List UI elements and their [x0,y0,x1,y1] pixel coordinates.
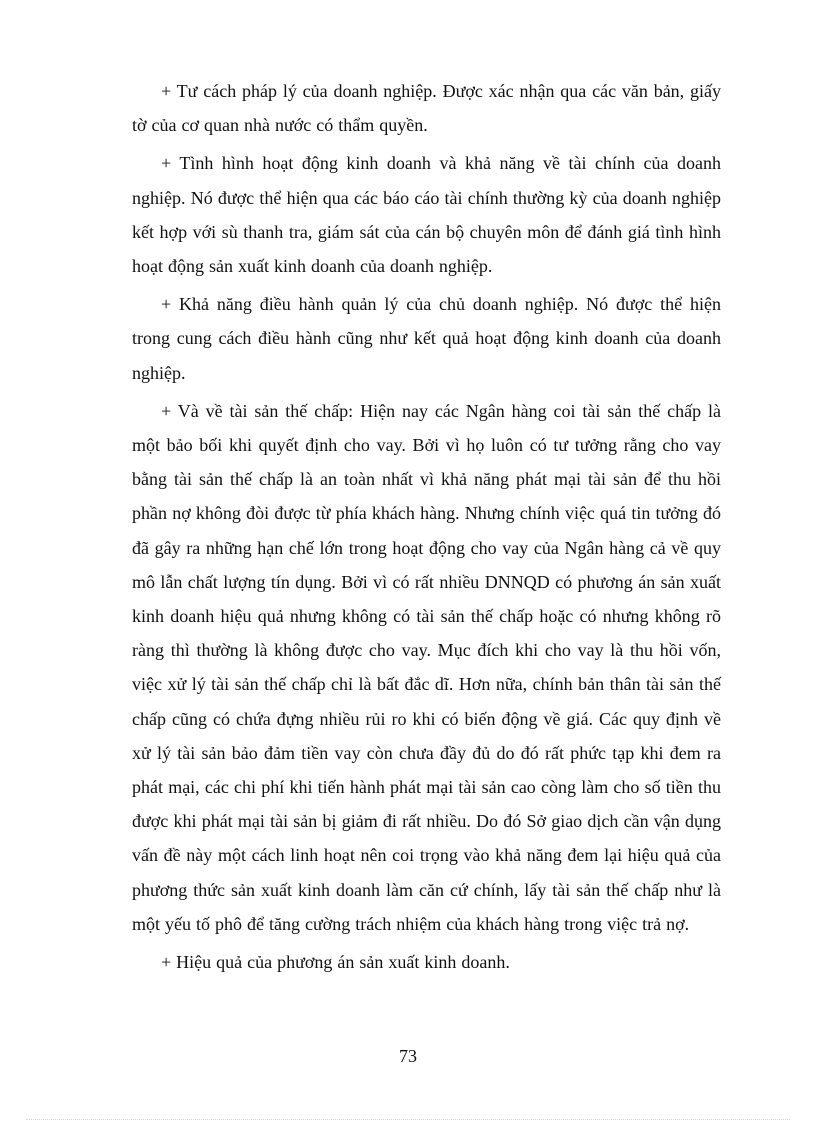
paragraph-business-plan-efficiency: + Hiệu quả của phương án sản xuất kinh doanh. [161,952,510,973]
paragraph-business-finance: + Tình hình hoạt động kinh doanh và khả năng về tài chính của doanh nghiệp. Nó được thể hiện qua các báo cáo tài chính thường kỳ của doanh nghiệp kết hợp với sù thanh tra, giám sát của cán bộ chuyên môn để đánh giá tình hình hoạt động sản xuất kinh doanh của doanh nghiệp. [132,153,721,277]
paragraph-legal-status: + Tư cách pháp lý của doanh nghiệp. Được xác nhận qua các văn bản, giấy tờ của cơ quan nhà nước có thẩm quyền. [132,81,721,136]
document-body [132,74,721,983]
page-bottom-divider [26,1119,790,1120]
page-number: 73 [399,1046,417,1066]
paragraph-management-ability: + Khả năng điều hành quản lý của chủ doanh nghiệp. Nó được thể hiện trong cung cách điều hành cũng như kết quả hoạt động kinh doanh của doanh nghiệp. [132,294,721,383]
paragraph-collateral: + Và về tài sản thế chấp: Hiện nay các Ngân hàng coi tài sản thế chấp là một bảo bối khi quyết định cho vay. Bởi vì họ luôn có tư tưởng rằng cho vay bằng tài sản thế chấp là an toàn nhất vì khả năng phát mại tài sản để thu hồi phần nợ không đòi được từ phía khách hàng. Nhưng chính việc quá tin tưởng đó đã gây ra những hạn chế lớn trong hoạt động cho vay của Ngân hàng cả về quy mô lẫn chất lượng tín dụng. Bởi vì có rất nhiều DNNQD có phương án sản xuất kinh doanh hiệu quả nhưng không có tài sản thế chấp hoặc có nhưng không rõ ràng thì thường là không được cho vay. Mục đích khi cho vay là thu hồi vốn, việc xử lý tài sản thế chấp chỉ là bất đắc dĩ. Hơn nữa, chính bản thân tài sản thế chấp cũng có chứa đựng nhiều rủi ro khi có biến động về giá. Các quy định về xử lý tài sản bảo đảm tiền vay còn chưa đầy đủ do đó rất phức tạp khi đem ra phát mại, các chi phí khi tiến hành phát mại tài sản cao còng làm cho số tiền thu được khi phát mại tài sản bị giảm đi rất nhiều. Do đó Sở giao dịch cần vận dụng vấn đề này một cách linh hoạt nên coi trọng vào khả năng đem lại hiệu quả của phương thức sản xuất kinh doanh làm căn cứ chính, lấy tài sản thế chấp như là một yếu tố phô để tăng cường trách nhiệm của khách hàng trong việc trả nợ. [132,400,721,934]
